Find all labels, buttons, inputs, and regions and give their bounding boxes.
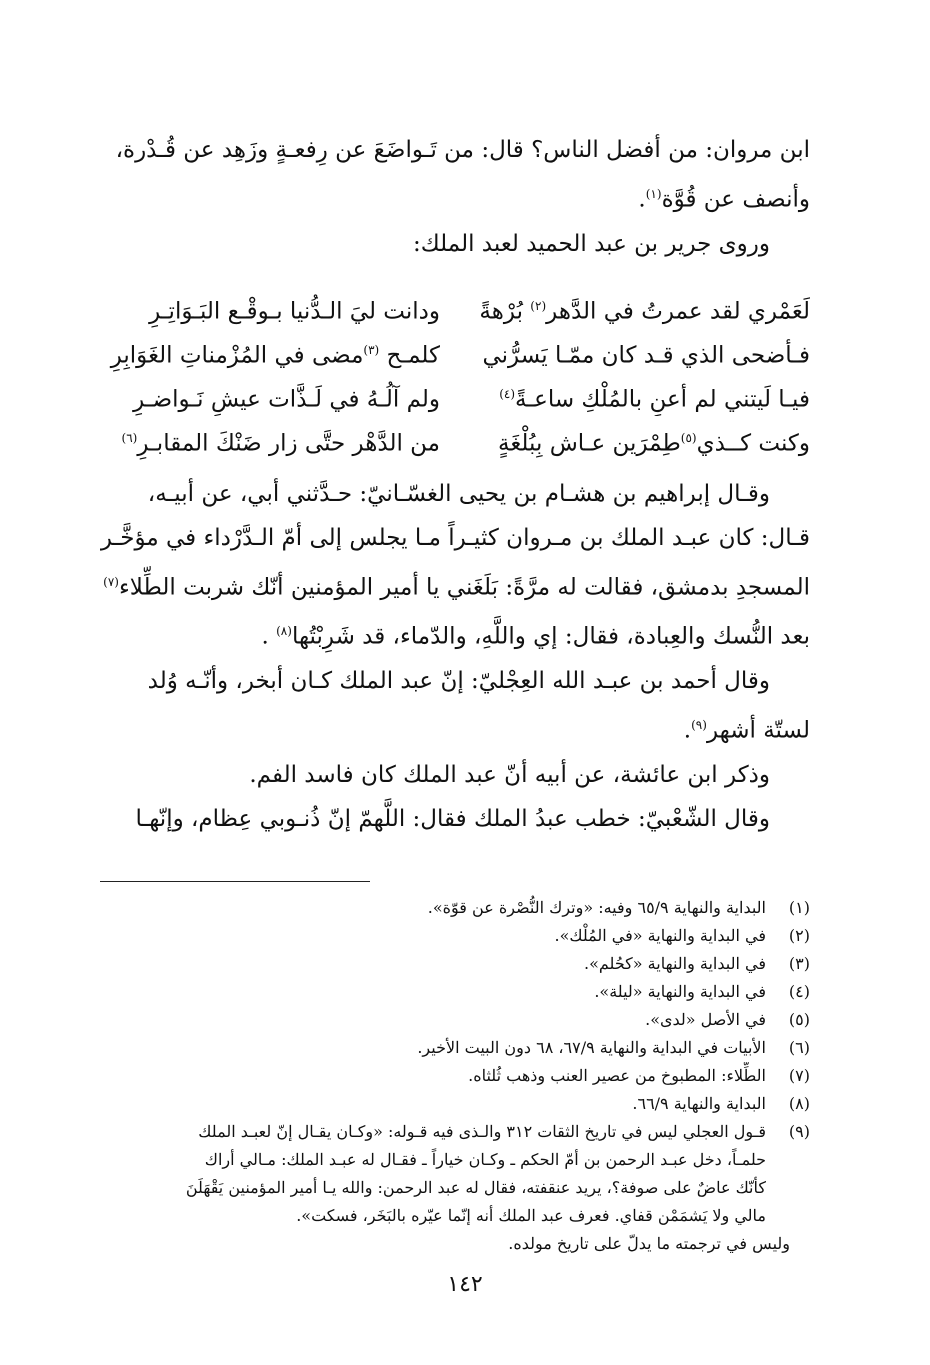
text-line: وقال الشّعْبيّ: خطب عبدُ الملك فقال: اللَّهمّ إنّ ذُنـوبي عِظام، وإنّهـا [135, 805, 770, 832]
verse-text: كلمـح [379, 342, 440, 369]
text-line [100, 172, 810, 222]
verse-text: لَعَمْري لقد عمرتُ في الدَّهر [546, 298, 810, 325]
text-line: وروى جرير بن عبد الحميد لعبد الملك: [413, 230, 770, 257]
footnote [100, 978, 810, 1006]
verse-second-hemistich [100, 328, 440, 372]
punctuation: . [683, 717, 692, 744]
footnote-marker: (٤) [499, 386, 516, 401]
poem-verses [100, 284, 810, 460]
text-line: قـال: كان عبـد الملك بن مـروان كثيـراً مـا يجلس إلى أمّ الـدَّرْداء في مؤخَّـر [100, 524, 810, 551]
footnote-continuation: مالي ولا يَشمَمْن قفاي. فعرف عبد الملك أنه إنّما عيّره بالبَخَر، فسكت». [296, 1205, 766, 1225]
footnote-number: (٥) [788, 1009, 810, 1029]
footnote-text: البداية والنهاية ٦٥/٩ وفيه: «وترك النُّصْرة عن قوّة». [427, 897, 766, 917]
paragraph-5 [100, 753, 810, 797]
verse-text: ولم آلُـهُ في لَـذَّات عيشٍ نَـواضـرِ [133, 386, 440, 413]
verse-text: وكنت كــذي [696, 430, 810, 457]
footnote-continuation: كأنّك عاضٌ على صوفة؟، يريد عنقفته، فقال له عبد الرحمن: والله يـا أمير المؤمنين يَقْهَلَنَ [185, 1177, 766, 1197]
text-line: وذكر ابن عائشة، عن أبيه أنّ عبد الملك كان فاسد الفم. [249, 761, 770, 788]
footnote-number: (٢) [788, 925, 810, 945]
text-line [100, 703, 810, 753]
footnote-text: البداية والنهاية ٦٦/٩. [632, 1093, 766, 1113]
text-line: وقـال إبراهيم بن هشـام بن يحيى الغسّـانيّ: حـدَّثني أبي، عن أبيـه، [147, 480, 770, 507]
footnote [100, 1006, 810, 1034]
footnote [100, 1090, 810, 1118]
verse-second-hemistich [100, 416, 440, 460]
footnote [100, 922, 810, 950]
text-line [100, 560, 810, 610]
footnote [100, 1034, 810, 1062]
verse-first-hemistich [470, 416, 810, 460]
footnote-text: قـول العجلي ليس في تاريخ الثقات ٣١٢ والـذى فيه قـوله: «وكـان يقـال إنّ لعبـد الملك [198, 1121, 766, 1141]
verse-first-hemistich [470, 372, 810, 416]
verse-line [100, 416, 810, 460]
footnote-number: (٣) [788, 953, 810, 973]
paragraph-4 [100, 659, 810, 753]
verse-second-hemistich [100, 284, 440, 328]
footnotes [100, 894, 810, 1258]
text-segment: بعد النُّسك والعِبادة، فقال: إي واللَّهِ، والدّماء، قد شَرِبْتُها [291, 623, 810, 650]
verse-text: ودانت ليَ الـدُّنيا بـوقْـع البَـوَاتِـرِ [149, 298, 440, 325]
verse-text: طِمْرَين عـاش بِبُلْغَةٍ [498, 430, 681, 457]
verse-text: مضى في المُزْمناتِ الغَوَابِرِ [110, 342, 364, 369]
footnote-marker: (٧) [103, 574, 119, 589]
page-content [100, 128, 810, 1258]
footnote-text: في البداية والنهاية «في المُلْك». [554, 925, 766, 945]
text-line [100, 609, 810, 659]
footnote-number: (٤) [788, 981, 810, 1001]
text-segment: لستّة أشهر [706, 717, 810, 744]
footnote-text: في البداية والنهاية «كحُلم». [584, 953, 766, 973]
footnote-note: وليس في ترجمته ما يدلّ على تاريخ مولده. [508, 1233, 790, 1253]
footnote-number: (٨) [788, 1093, 810, 1113]
footnote [100, 1062, 810, 1090]
verse-text: فـأضحى الذي قـد كان ممّـا يَسرُّني [482, 342, 810, 369]
verse-first-hemistich [470, 328, 810, 372]
verse-line [100, 372, 810, 416]
text-line: ابن مروان: من أفضل الناس؟ قال: من تَـواضَعَ عن رِفعـةٍ وزَهِد عن قُـدْرة، [115, 137, 810, 163]
footnote-marker: (٢) [530, 298, 547, 313]
footnote-marker: (٩) [691, 717, 707, 732]
verse-second-hemistich [100, 372, 440, 416]
footnote-text: في البداية والنهاية «ليلة». [594, 981, 766, 1001]
paragraph-6 [100, 797, 810, 841]
footnote-text: الأبيات في البداية والنهاية ٦٧/٩، ٦٨ دون البيت الأخير. [417, 1037, 766, 1057]
footnote [100, 1118, 810, 1146]
text-line: وقال أحمد بن عبـد الله العِجْليّ: إنّ عبد الملك كـان أبخر، وأنّـه وُلد [147, 667, 770, 694]
footnote-marker: (١) [645, 187, 662, 201]
verse-text: من الدَّهْر حتَّى زار ضَنْكَ المقابـرِ [137, 430, 440, 457]
footnote-continuation: حلمـاً، دخل عبـد الرحمن بن أمّ الحكم ـ وكـان خياراً ـ فقـال له عبـد الملك: مـالي أراك [204, 1149, 766, 1169]
footnote-text: الطِّلاء: المطبوخ من عصير العنب وذهب ثُلثاه. [468, 1065, 766, 1085]
footnote-marker: (٦) [121, 430, 138, 445]
verse-line [100, 284, 810, 328]
text-segment: المسجدِ بدمشق، فقالت له مرَّةً: بَلَغَني يا أمير المؤمنين أنّك شربت الطِّلاء [118, 574, 810, 601]
punctuation: . [638, 186, 646, 213]
text-segment: وأنصف عن قُوَّة [661, 186, 810, 213]
footnote-number: (١) [788, 897, 810, 917]
footnote-number: (٧) [788, 1065, 810, 1085]
paragraph-1 [100, 128, 810, 222]
paragraph-3 [100, 472, 810, 659]
footnote [100, 894, 810, 922]
punctuation: . [261, 623, 277, 650]
footnote-marker: (٥) [680, 430, 697, 445]
verse-text: فيـا لَيتني لم أعنِ بالمُلْكِ ساعـةً [515, 386, 810, 413]
footnote [100, 950, 810, 978]
verse-line [100, 328, 810, 372]
paragraph-2 [100, 222, 810, 266]
footnote-number: (٦) [788, 1037, 810, 1057]
footnote-divider [100, 881, 370, 882]
page-number: ١٤٢ [447, 1272, 483, 1297]
verse-first-hemistich [470, 284, 810, 328]
footnote-marker: (٨) [276, 624, 292, 639]
footnote-number: (٩) [788, 1121, 810, 1141]
footnote-text: في الأصل «لدى». [645, 1009, 766, 1029]
footnote-marker: (٣) [363, 342, 380, 357]
verse-text: بُرْهةً [479, 298, 531, 325]
